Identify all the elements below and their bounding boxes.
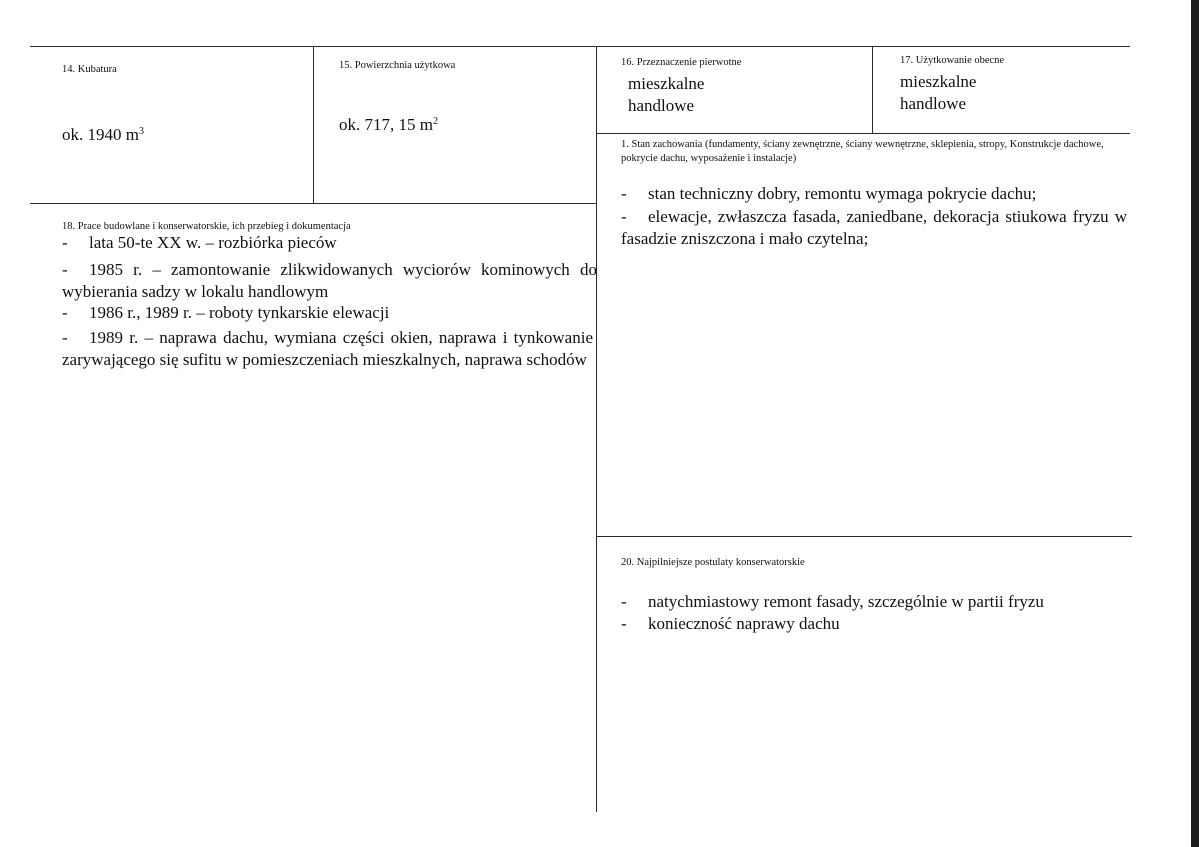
field-19-item (621, 183, 1128, 205)
field-18-item (62, 327, 593, 371)
field-14-label: 14. Kubatura (62, 64, 117, 75)
field-15-value (339, 114, 438, 135)
bullet-dash: - (621, 592, 627, 611)
field-14-value-text: ok. 1940 m (62, 125, 139, 144)
divider-14-15 (313, 46, 314, 203)
item-text: elewacje, zwłaszcza fasada, zaniedbane, dekoracja stiukowa fryzu w fasadzie zniszczona i mało czytelna; (621, 207, 1127, 248)
rule-section-18 (30, 203, 596, 204)
bullet-dash: - (62, 328, 68, 347)
rule-section-19 (596, 133, 1130, 134)
field-19-item (621, 206, 1127, 250)
bullet-dash: - (62, 233, 68, 252)
field-15-value-exponent: 2 (432, 116, 438, 127)
item-text: 1986 r., 1989 r. – roboty tynkarskie elewacji (89, 303, 390, 322)
field-20-item (621, 591, 1128, 613)
item-text: konieczność naprawy dachu (648, 614, 840, 633)
divider-16-17 (872, 46, 873, 133)
bullet-dash: - (621, 614, 627, 633)
item-text: stan techniczny dobry, remontu wymaga pokrycie dachu; (648, 184, 1037, 203)
field-16-line-1: mieszkalne (628, 74, 705, 93)
item-text: lata 50-te XX w. – rozbiórka pieców (89, 233, 337, 252)
bullet-dash: - (621, 207, 627, 226)
bullet-dash: - (621, 184, 627, 203)
bullet-dash: - (62, 303, 68, 322)
item-text: natychmiastowy remont fasady, szczególnie w partii fryzu (648, 592, 1044, 611)
field-14-value (62, 124, 144, 145)
field-18-label: 18. Prace budowlane i konserwatorskie, ich przebieg i dokumentacja (62, 221, 351, 232)
field-18-item (62, 232, 389, 254)
field-18-item (62, 302, 489, 324)
field-20-label: 20. Najpilniejsze postulaty konserwatorskie (621, 557, 805, 568)
field-18-item (62, 259, 597, 303)
rule-section-20 (596, 536, 1132, 537)
field-19-label: 1. Stan zachowania (fundamenty, ściany zewnętrzne, ściany wewnętrzne, sklepienia, stropy, Konstrukcje dachowe, pokrycie dachu, wyposażenie i instalacje) (621, 139, 1104, 164)
item-text: 1985 r. – zamontowanie zlikwidowanych wyciorów kominowych do wybierania sadzy w lokalu handlowym (62, 260, 597, 301)
bullet-dash: - (62, 260, 68, 279)
item-text: 1989 r. – naprawa dachu, wymiana części okien, naprawa i tynkowanie zarywającego się sufitu w pomieszczeniach mieszkalnych, naprawa schodów (62, 328, 593, 369)
field-14-value-exponent: 3 (138, 126, 144, 137)
field-15-value-text: ok. 717, 15 m (339, 115, 433, 134)
field-17-label: 17. Użytkowanie obecne (900, 55, 1005, 66)
field-17-line-1: mieszkalne (900, 72, 977, 91)
top-rule (30, 46, 1130, 47)
field-17-line-2: handlowe (900, 94, 967, 113)
field-15-label: 15. Powierzchnia użytkowa (339, 60, 456, 71)
field-16-line-2: handlowe (628, 96, 695, 115)
divider-main (596, 46, 597, 812)
field-20-item (621, 613, 1128, 635)
field-16-label: 16. Przeznaczenie pierwotne (621, 57, 742, 68)
scan-edge (1191, 0, 1199, 847)
